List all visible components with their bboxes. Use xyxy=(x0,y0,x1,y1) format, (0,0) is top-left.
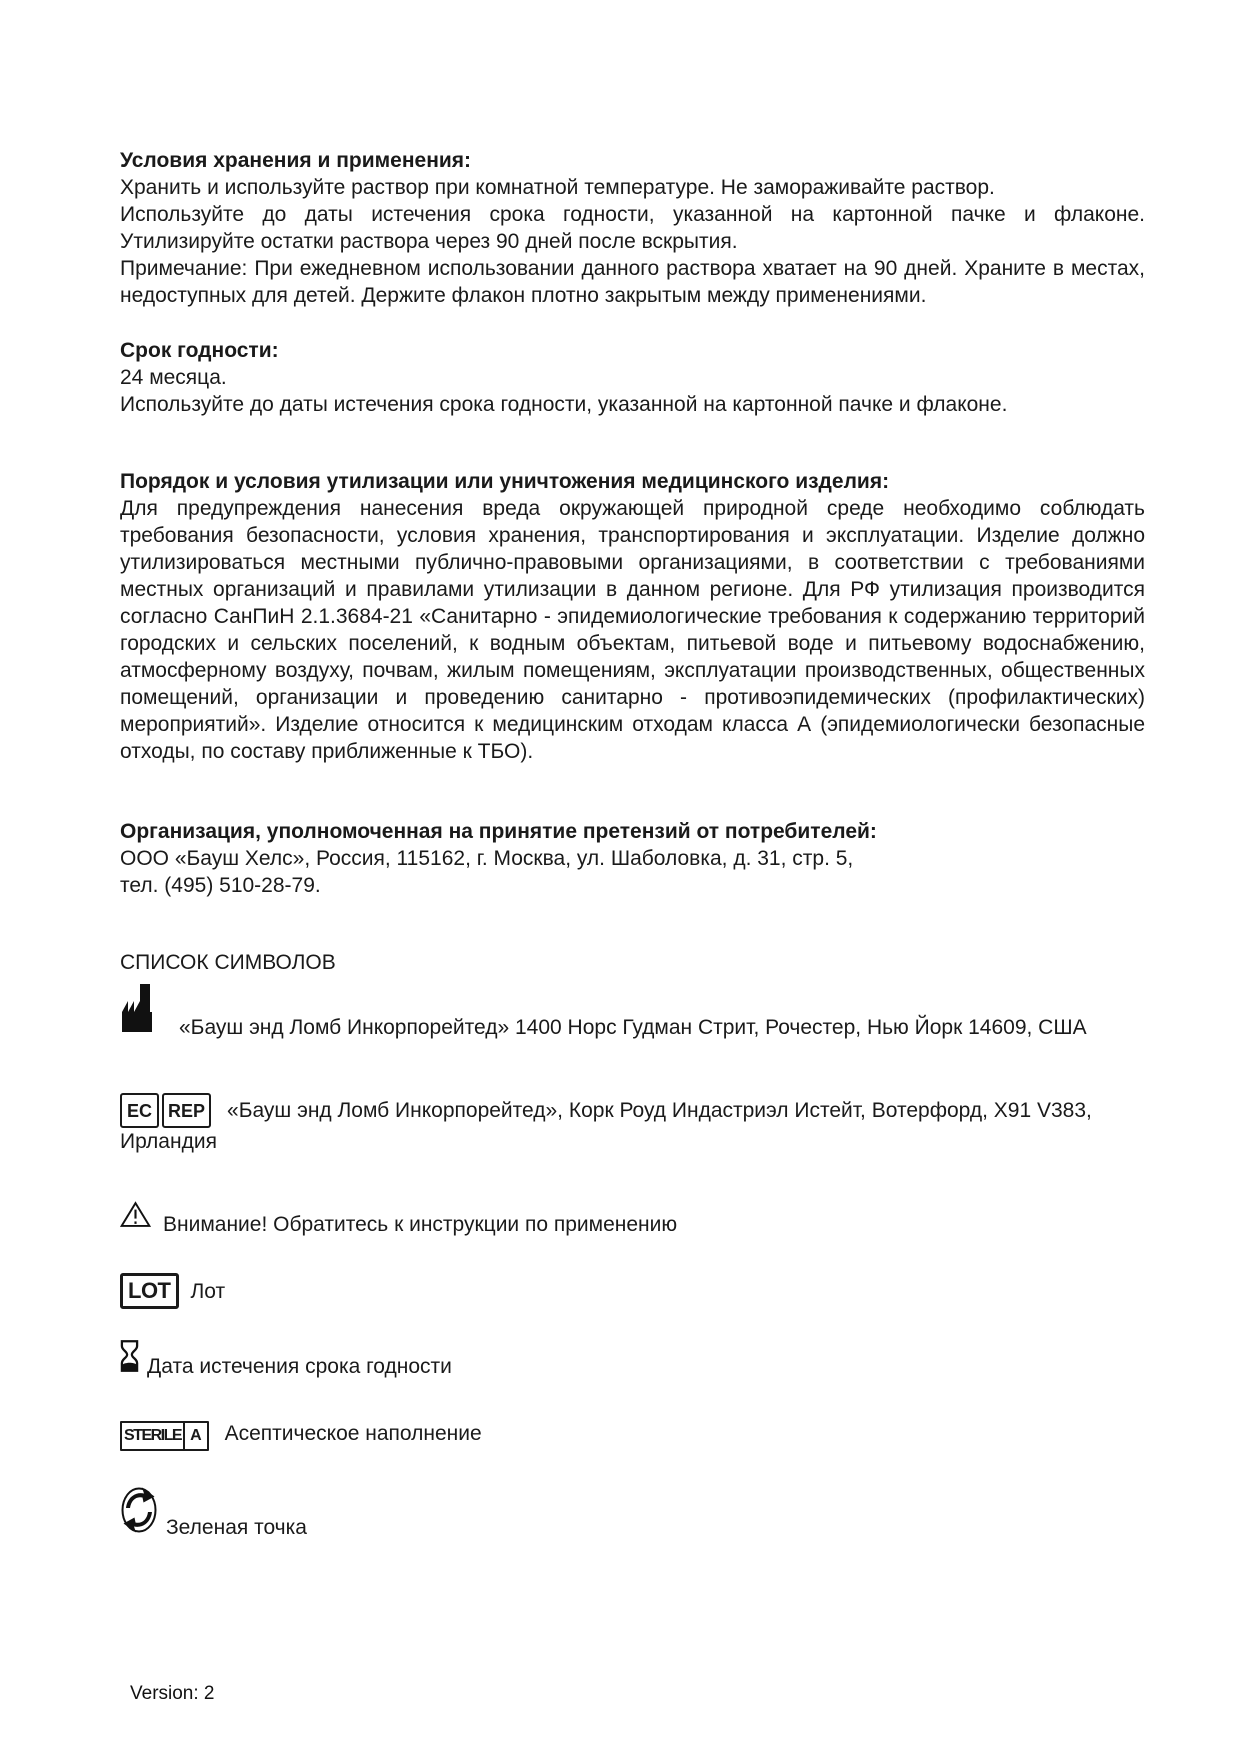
symbol-row-warning xyxy=(120,1198,1145,1238)
lot-icon xyxy=(120,1273,179,1309)
paragraph: Для предупреждения нанесения вреда окружающей природной среде необходимо соблюдать требования безопасности, условия хранения, транспортирования и эксплуатации. Изделие должно утилизироваться местными публично-правовыми организациями, в соответствии с требованиями местных организаций и правилами утилизации в данном регионе. Для РФ утилизация производится согласно СанПиН 2.1.3684-21 «Санитарно - эпидемиологические требования к содержанию территорий городских и сельских поселений, к водным объектам, питьевой воде и питьевому водоснабжению, атмосферному воздуху, почвам, жилым помещениям, эксплуатации производственных, общественных помещений, организации и проведению санитарно - противоэпидемических (профилактических) мероприятий». Изделие относится к медицинским отходам класса А (эпидемиологически безопасные отходы, по составу приближенные к ТБО). xyxy=(120,497,1145,763)
sterile-box: STERILE xyxy=(120,1421,185,1451)
warning-icon xyxy=(120,1198,151,1238)
lot-box: LOT xyxy=(120,1273,179,1309)
paragraph: 24 месяца. xyxy=(120,366,227,389)
symbol-row-green-dot xyxy=(120,1486,1145,1541)
paragraph: Хранить и используйте раствор при комнатной температуре. Не замораживайте раствор. xyxy=(120,176,995,199)
paragraph: тел. (495) 510-28-79. xyxy=(120,874,321,897)
paragraph: Примечание: При ежедневном использовании данного раствора хватает на 90 дней. Храните в местах, недоступных для детей. Держите флакон плотно закрытым между применениями. xyxy=(120,257,1145,307)
section-disposal xyxy=(120,468,1145,765)
sterile-a-box: A xyxy=(183,1421,209,1451)
section-heading: Условия хранения и применения: xyxy=(120,149,472,172)
section-heading: Срок годности: xyxy=(120,339,279,362)
symbol-label: Зеленая точка xyxy=(166,1516,307,1539)
symbol-label: Лот xyxy=(190,1280,226,1303)
paragraph: ООО «Бауш Хелс», Россия, 115162, г. Москва, ул. Шаболовка, д. 31, стр. 5, xyxy=(120,847,854,870)
section-claims-organization xyxy=(120,818,1145,899)
manufacturer-icon xyxy=(120,982,154,1041)
ec-box: EC xyxy=(120,1093,159,1128)
symbol-row-manufacturer xyxy=(120,982,1145,1041)
rep-box: REP xyxy=(162,1093,211,1128)
symbol-label: Дата истечения срока годности xyxy=(147,1355,452,1378)
version-label: Version: 2 xyxy=(130,1683,215,1704)
symbol-row-expiry-date xyxy=(120,1339,1145,1380)
section-storage-conditions xyxy=(120,147,1145,309)
expiry-date-icon xyxy=(120,1339,139,1380)
section-heading: Организация, уполномоченная на принятие претензий от потребителей: xyxy=(120,820,877,843)
green-dot-icon xyxy=(120,1486,158,1541)
paragraph: Используйте до даты истечения срока годности, указанной на картонной пачке и флаконе. xyxy=(120,393,1008,416)
symbol-label: Асептическое наполнение xyxy=(224,1422,482,1445)
symbol-row-lot xyxy=(120,1273,1145,1309)
symbols-list-title: СПИСОК СИМВОЛОВ xyxy=(120,951,336,974)
sterile-a-icon xyxy=(120,1420,209,1451)
section-shelf-life xyxy=(120,337,1145,418)
symbol-label: Внимание! Обратитесь к инструкции по применению xyxy=(163,1213,678,1236)
section-heading: Порядок и условия утилизации или уничтожения медицинского изделия: xyxy=(120,470,890,493)
symbol-label: «Бауш энд Ломб Инкорпорейтед» 1400 Норс Гудман Стрит, Рочестер, Нью Йорк 14609, США xyxy=(179,1016,1087,1039)
symbol-label: «Бауш энд Ломб Инкорпорейтед», Корк Роуд Индастриэл Истейт, Вотерфорд, X91 V383, Ирландия xyxy=(120,1099,1092,1153)
ec-rep-icon xyxy=(120,1093,211,1128)
symbol-row-ec-rep xyxy=(120,1093,1145,1155)
symbol-row-sterile-a xyxy=(120,1420,1145,1451)
paragraph: Используйте до даты истечения срока годности, указанной на картонной пачке и флаконе. Утилизируйте остатки раствора через 90 дней после вскрытия. xyxy=(120,203,1145,253)
